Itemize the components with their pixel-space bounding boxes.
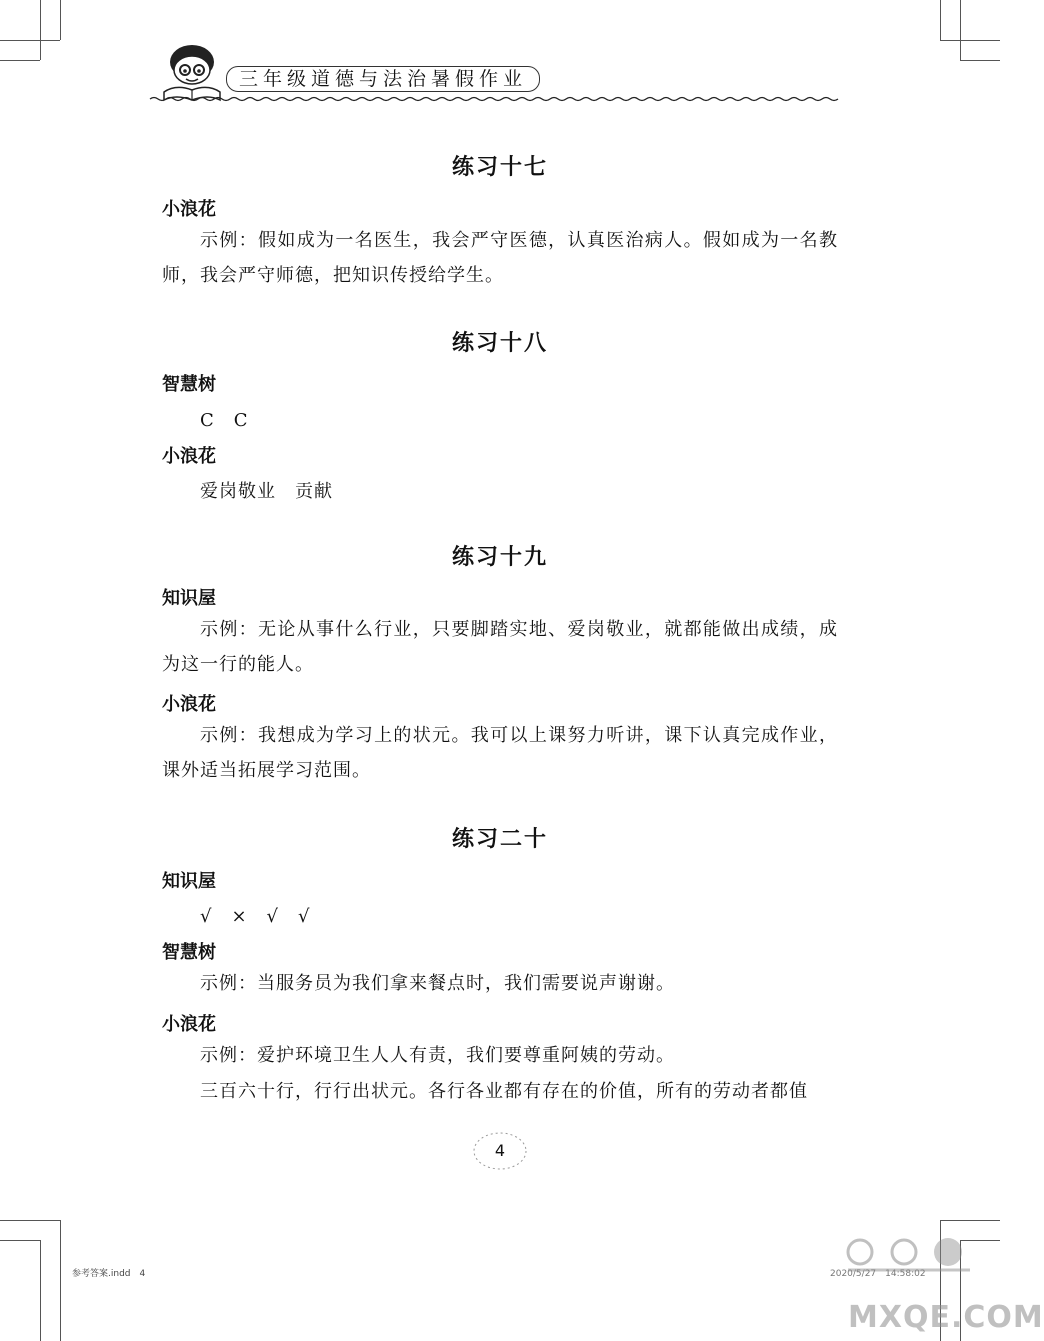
crop-mark	[0, 60, 40, 61]
subsection-heading: 小浪花	[162, 1014, 216, 1035]
crop-mark	[0, 1220, 60, 1221]
crop-mark	[940, 0, 941, 40]
section-title: 练习二十	[451, 827, 548, 852]
crop-mark	[0, 40, 60, 41]
subsection-heading: 智慧树	[162, 374, 216, 395]
answer-paragraph: 示例：爱护环境卫生人人有责，我们要尊重阿姨的劳动。	[200, 1045, 675, 1066]
answer-paragraph: 示例：无论从事什么行业，只要脚踏实地、爱岗敬业，就都能做出成绩，成为这一行的能人。	[162, 619, 838, 675]
subsection-heading: 小浪花	[162, 199, 216, 220]
section-title: 练习十九	[451, 545, 548, 570]
subsection-heading: 知识屋	[162, 588, 216, 609]
answer-text: √ × √ √	[200, 906, 311, 927]
section-title: 练习十七	[451, 155, 548, 180]
crop-mark	[40, 1240, 41, 1341]
answer-paragraph: 示例：当服务员为我们拿来餐点时，我们需要说声谢谢。	[200, 973, 675, 994]
crop-mark	[40, 0, 41, 60]
crop-mark	[0, 1240, 40, 1241]
subsection-heading: 小浪花	[162, 446, 216, 467]
answer-paragraph: 示例：假如成为一名医生，我会严守医德，认真医治病人。假如成为一名教师，我会严守师德，把知识传授给学生。	[162, 230, 838, 286]
crop-mark	[960, 0, 961, 60]
header-wavy-rule	[150, 96, 840, 102]
subsection-heading: 知识屋	[162, 871, 216, 892]
section-title: 练习十八	[451, 331, 548, 356]
footer-timestamp: 2020/5/27 14:58:02	[830, 1269, 926, 1279]
crop-mark	[60, 1220, 61, 1341]
crop-mark	[60, 0, 61, 40]
crop-mark	[960, 60, 1000, 61]
crop-mark	[940, 40, 1000, 41]
subsection-heading: 智慧树	[162, 942, 216, 963]
page-number: 4	[494, 1141, 506, 1160]
header-title: 三年级道德与法治暑假作业	[226, 66, 540, 92]
subsection-heading: 小浪花	[162, 694, 216, 715]
footer-filename: 参考答案.indd 4	[72, 1269, 146, 1279]
watermark-text: MXQE.COM	[848, 1300, 1044, 1335]
answer-paragraph: 三百六十行，行行出状元。各行各业都有存在的价值，所有的劳动者都值	[200, 1081, 808, 1102]
answer-text: C C	[200, 410, 249, 431]
answer-text: 爱岗敬业 贡献	[200, 481, 333, 502]
answer-paragraph: 示例：我想成为学习上的状元。我可以上课努力听讲，课下认真完成作业，课外适当拓展学习范围。	[162, 725, 838, 781]
